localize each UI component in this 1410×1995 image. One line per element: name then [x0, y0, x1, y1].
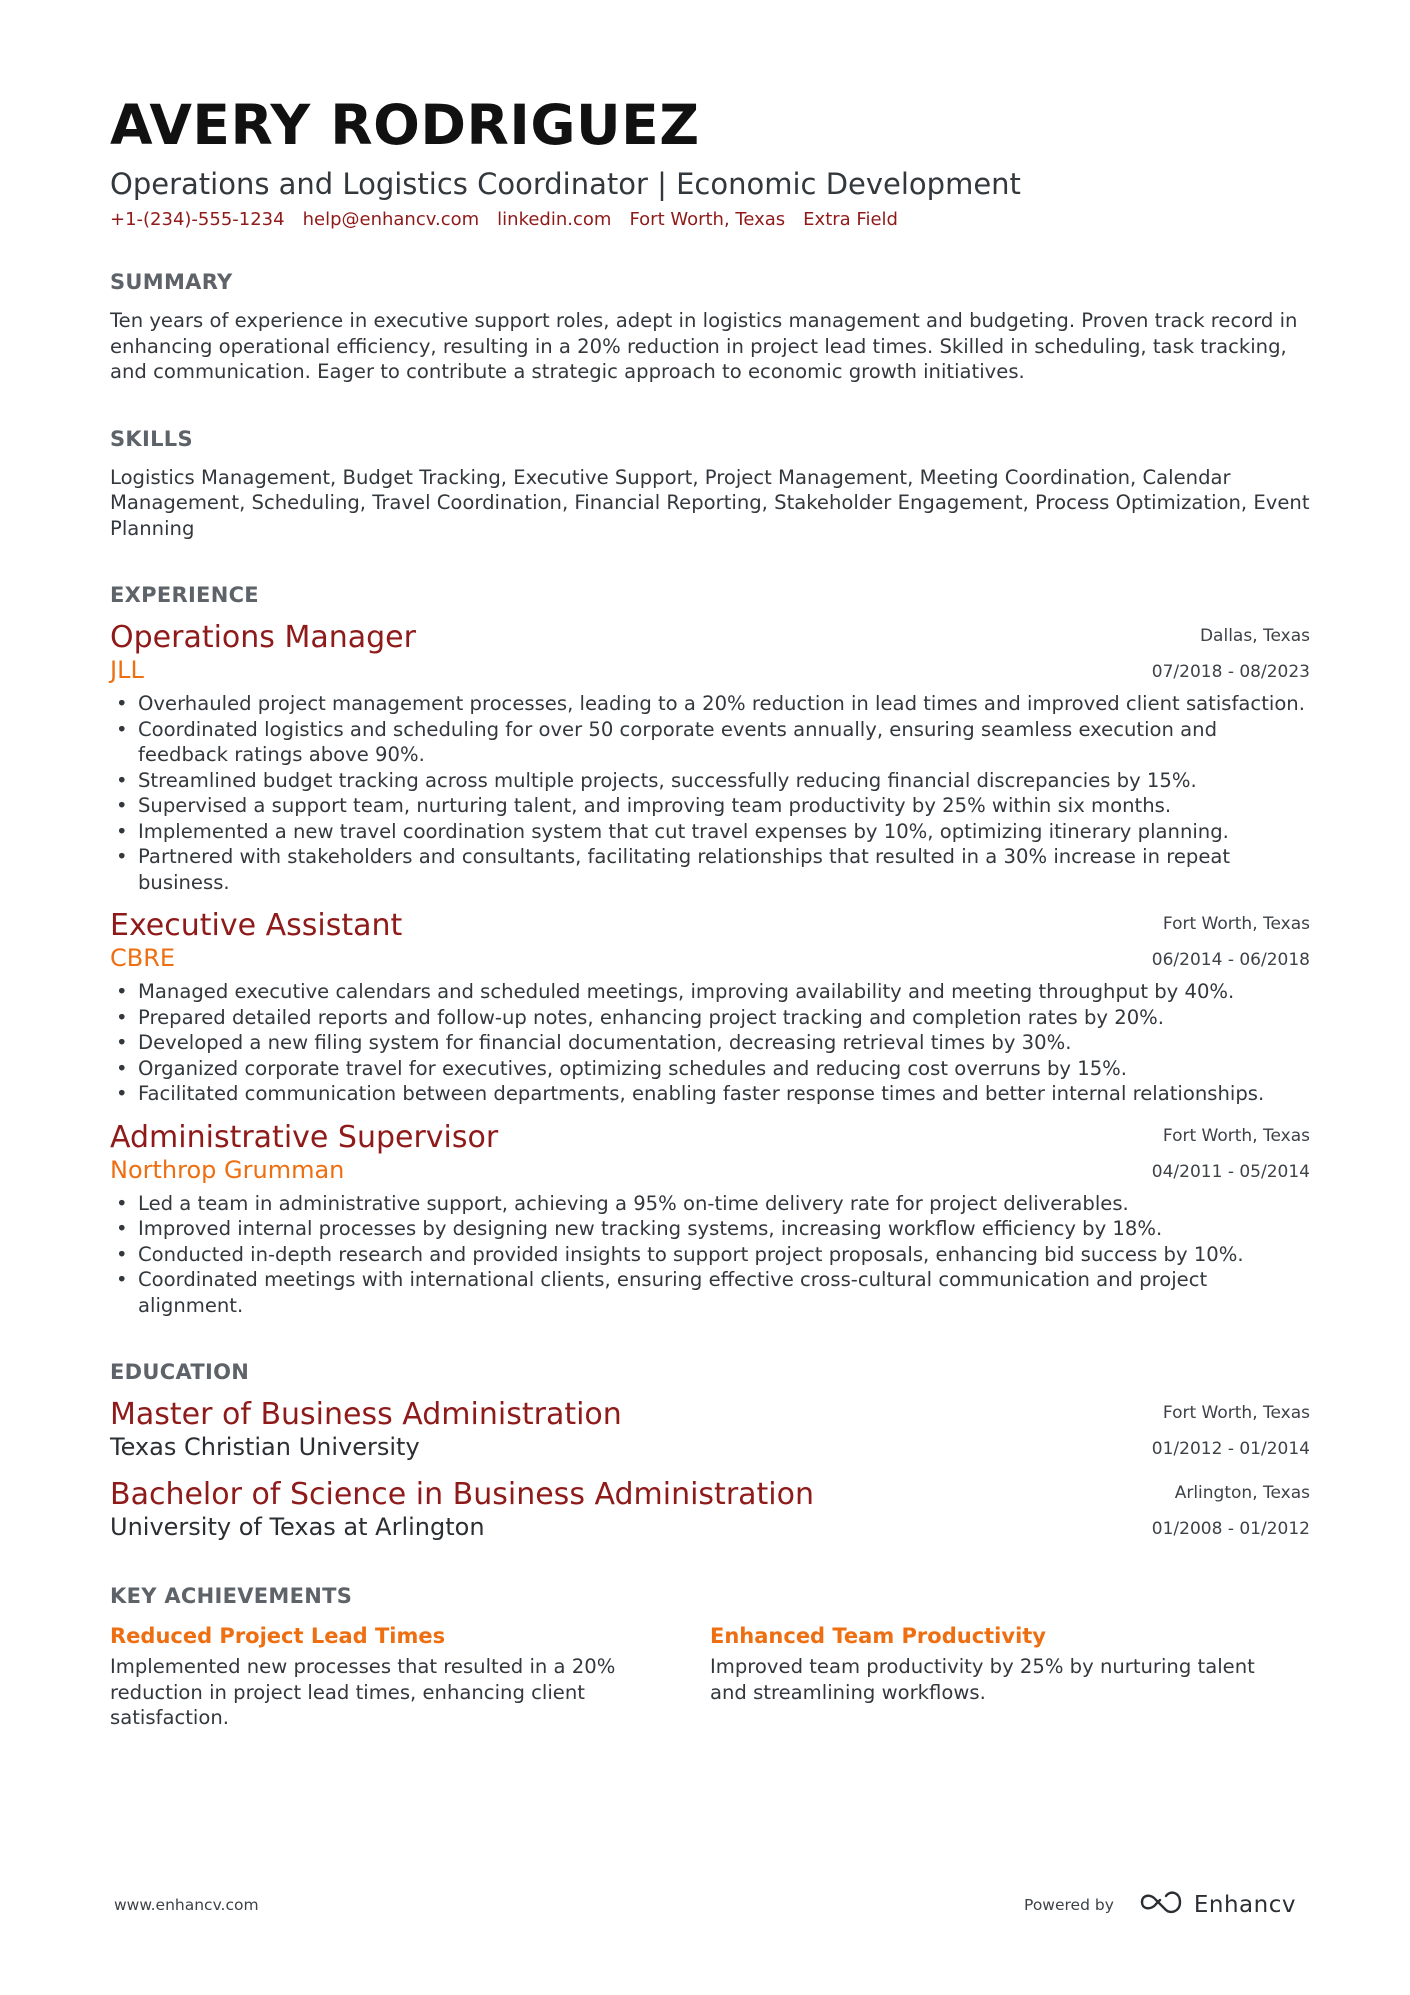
education-location: Fort Worth, Texas: [1162, 1403, 1310, 1424]
achievement-text: Improved team productivity by 25% by nurturing talent and streamlining workflows.: [710, 1655, 1255, 1704]
job-bullet: • Prepared detailed reports and follow-up notes, enhancing project tracking and completion rates by 20%.: [110, 1005, 1310, 1031]
achievements-section: [110, 1584, 1310, 1731]
section-title-summary: SUMMARY: [110, 270, 233, 295]
job-bullet: • Conducted in-depth research and provided insights to support project proposals, enhancing bid success by 10%.: [110, 1242, 1310, 1268]
contact-location: Fort Worth, Texas: [629, 208, 786, 230]
resume-header: [110, 93, 1310, 230]
page-footer: [114, 1890, 1296, 1920]
achievement-item: [710, 1622, 1310, 1731]
job-bullet: • Implemented a new travel coordination system that cut travel expenses by 10%, optimizing itinerary planning.: [110, 819, 1310, 845]
job-bullet: • Led a team in administrative support, achieving a 95% on-time delivery rate for project deliverables.: [110, 1191, 1310, 1217]
job-bullet: • Coordinated meetings with international clients, ensuring effective cross-cultural communication and project alignment.: [110, 1267, 1310, 1318]
job-bullet: • Organized corporate travel for executives, optimizing schedules and reducing cost overruns by 15%.: [110, 1056, 1310, 1082]
job-bullet: • Supervised a support team, nurturing talent, and improving team productivity by 25% within six months.: [110, 793, 1310, 819]
achievement-item: [110, 1622, 710, 1731]
experience-item: [110, 909, 1310, 1107]
brand-logo[interactable]: [1138, 1890, 1296, 1920]
section-title-education: EDUCATION: [110, 1360, 250, 1385]
enhancv-logo-icon: [1138, 1890, 1184, 1920]
powered-by: [1024, 1890, 1296, 1920]
contact-phone[interactable]: +1-(234)-555-1234: [110, 208, 285, 230]
job-company: CBRE: [110, 944, 176, 973]
section-title-achievements: KEY ACHIEVEMENTS: [110, 1584, 353, 1609]
job-title: Administrative Supervisor: [110, 1119, 499, 1155]
achievement-title: Reduced Project Lead Times: [110, 1624, 446, 1649]
job-bullet: • Streamlined budget tracking across multiple projects, successfully reducing financial discrepancies by 15%.: [110, 768, 1310, 794]
summary-section: [110, 270, 1310, 385]
education-degree: Master of Business Administration: [110, 1397, 622, 1433]
job-bullet: • Facilitated communication between departments, enabling faster response times and better internal relationships.: [110, 1081, 1310, 1107]
job-title: Executive Assistant: [110, 908, 403, 944]
education-dates: 01/2008 - 01/2012: [1151, 1519, 1310, 1540]
contact-line: [110, 209, 1310, 231]
resume-page: [110, 93, 1310, 1731]
section-title-experience: EXPERIENCE: [110, 583, 259, 608]
education-degree: Bachelor of Science in Business Administration: [110, 1477, 815, 1513]
summary-text: Ten years of experience in executive support roles, adept in logistics management and budgeting. Proven track record in enhancing operational efficiency, resulting in a 20% reduction in project lead times. Skilled in scheduling, task tracking, and communication. Eager to contribute a strategic approach to economic growth initiatives.: [110, 309, 1298, 384]
education-school: University of Texas at Arlington: [110, 1513, 485, 1542]
job-bullet: • Managed executive calendars and scheduled meetings, improving availability and meeting throughput by 40%.: [110, 979, 1310, 1005]
job-bullet: • Overhauled project management processes, leading to a 20% reduction in lead times and improved client satisfaction.: [110, 691, 1310, 717]
job-bullet: • Improved internal processes by designing new tracking systems, increasing workflow efficiency by 18%.: [110, 1216, 1310, 1242]
job-company: Northrop Grumman: [110, 1155, 345, 1184]
job-bullet: • Coordinated logistics and scheduling for over 50 corporate events annually, ensuring seamless execution and feedback ratings above 90%.: [110, 717, 1310, 768]
job-company: JLL: [110, 656, 144, 685]
brand-name: Enhancv: [1193, 1892, 1296, 1918]
job-location: Fort Worth, Texas: [1162, 914, 1310, 935]
education-location: Arlington, Texas: [1174, 1483, 1310, 1504]
contact-email[interactable]: help@enhancv.com: [302, 208, 480, 230]
contact-linkedin[interactable]: linkedin.com: [497, 208, 612, 230]
job-bullets: [110, 691, 1310, 895]
skills-section: [110, 427, 1310, 542]
job-bullet: • Partnered with stakeholders and consultants, facilitating relationships that resulted in a 30% increase in repeat business.: [110, 844, 1310, 895]
contact-extra-field: Extra Field: [803, 208, 898, 230]
job-bullets: [110, 979, 1310, 1107]
skills-text: Logistics Management, Budget Tracking, Executive Support, Project Management, Meeting Coordination, Calendar Management, Scheduling, Travel Coordination, Financial Reporting, Stakeholder Engagement, Process Optimization, Event Planning: [110, 465, 1310, 540]
section-title-skills: SKILLS: [110, 426, 193, 451]
education-dates: 01/2012 - 01/2014: [1151, 1439, 1310, 1460]
achievement-title: Enhanced Team Productivity: [710, 1624, 1046, 1649]
education-school: Texas Christian University: [110, 1433, 420, 1462]
education-item: [110, 1398, 1310, 1462]
footer-website[interactable]: www.enhancv.com: [114, 1896, 259, 1914]
job-bullet: • Developed a new filing system for financial documentation, decreasing retrieval times by 30%.: [110, 1030, 1310, 1056]
job-bullets: [110, 1191, 1310, 1319]
job-dates: 06/2014 - 06/2018: [1151, 950, 1310, 971]
candidate-name: AVERY RODRIGUEZ: [110, 93, 700, 157]
experience-item: [110, 1121, 1310, 1319]
candidate-headline: Operations and Logistics Coordinator | Economic Development: [110, 167, 1021, 201]
job-location: Dallas, Texas: [1199, 626, 1310, 647]
experience-item: [110, 621, 1310, 895]
job-location: Fort Worth, Texas: [1162, 1125, 1310, 1146]
achievement-text: Implemented new processes that resulted in a 20% reduction in project lead times, enhancing client satisfaction.: [110, 1655, 616, 1730]
experience-section: [110, 583, 1310, 1318]
education-section: [110, 1360, 1310, 1542]
job-title: Operations Manager: [110, 620, 416, 656]
job-dates: 04/2011 - 05/2014: [1151, 1161, 1310, 1182]
job-dates: 07/2018 - 08/2023: [1151, 662, 1310, 683]
education-item: [110, 1478, 1310, 1542]
powered-by-label: Powered by: [1024, 1896, 1114, 1914]
